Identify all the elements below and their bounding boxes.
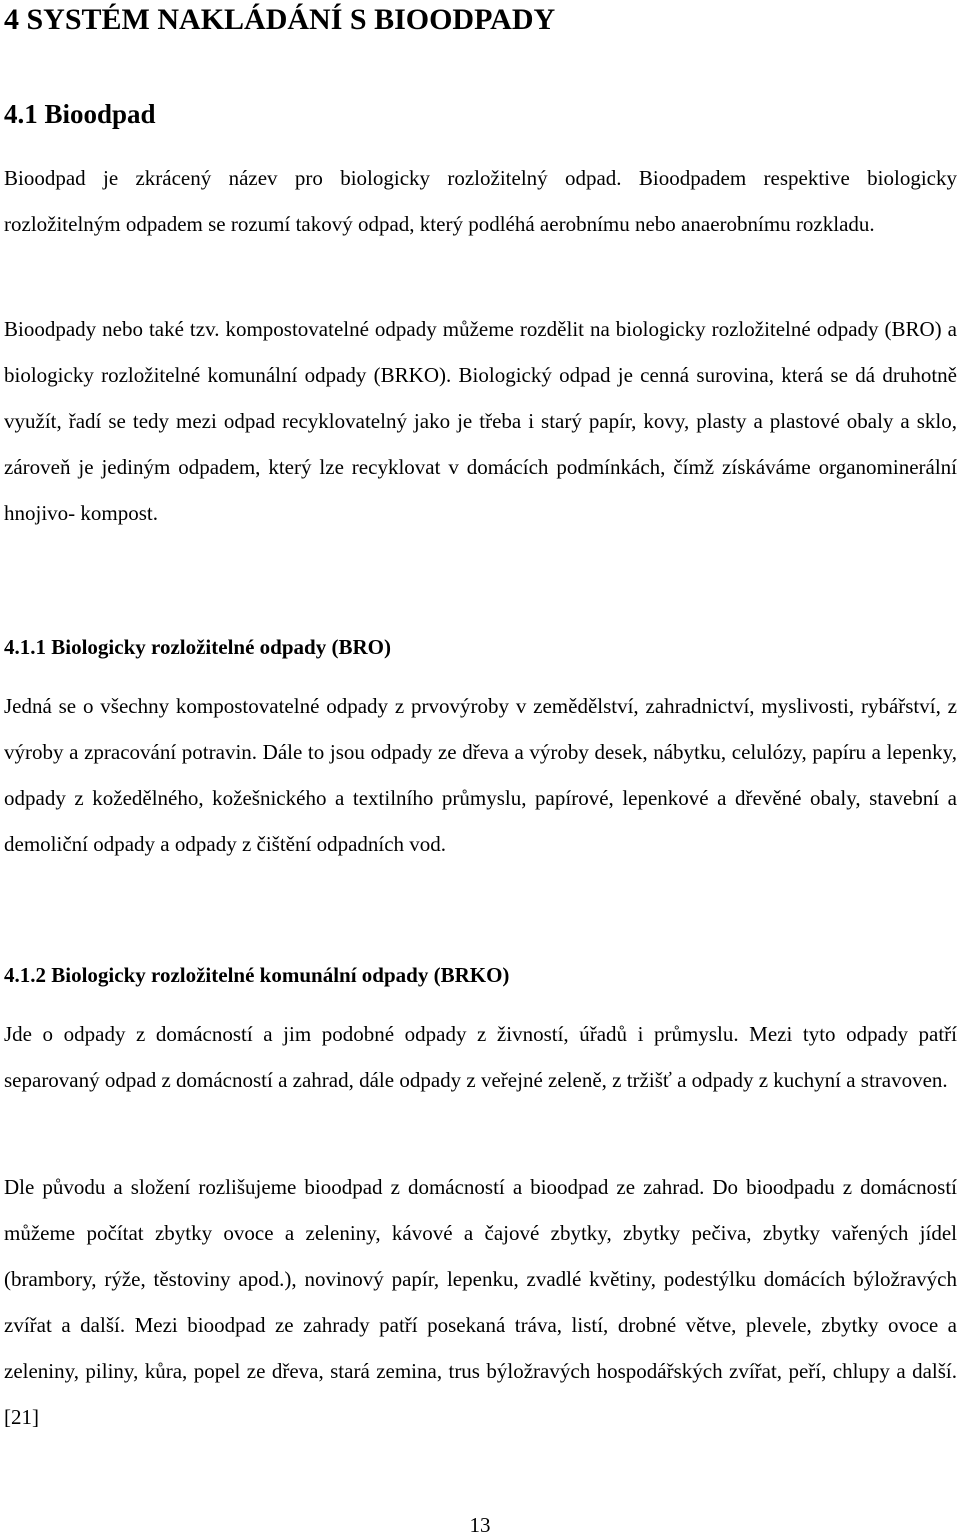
paragraph-classification: Bioodpady nebo také tzv. kompostovatelné odpady můžeme rozdělit na biologicky rozložitelné odpady (BRO) a biologicky rozložitelné komunální odpady (BRKO). Biologický odpad je cenná surovina, která se dá druhotně využít, řadí se tedy mezi odpad recyklovatelný jako je třeba i starý papír, kovy, plasty a plastové obaly a sklo, zároveň je jediným odpadem, který lze recyklovat v domácích podmínkách, čímž získáváme organominerální hnojivo- kompost. xyxy=(4,317,957,525)
subsection-heading-brko: 4.1.2 Biologicky rozložitelné komunální odpady (BRKO) xyxy=(4,963,510,987)
paragraph-brko-definition: Jde o odpady z domácností a jim podobné odpady z živností, úřadů i průmyslu. Mezi tyto odpady patří separovaný odpad z domácností a zahrad, dále odpady z veřejné zeleně, z tržišť a odpady z kuchyní a stravoven. xyxy=(4,1022,957,1092)
subsection-heading-bro: 4.1.1 Biologicky rozložitelné odpady (BRO) xyxy=(4,635,391,659)
paragraph-brko-origin: Dle původu a složení rozlišujeme bioodpad z domácností a bioodpad ze zahrad. Do bioodpadu z domácností můžeme počítat zbytky ovoce a zeleniny, kávové a čajové zbytky, zbytky pečiva, zbytky vařených jídel (brambory, rýže, těstoviny apod.), novinový papír, lepenku, zvadlé květiny, podestýlku domácích býložravých zvířat a další. Mezi bioodpad ze zahrady patří posekaná tráva, listí, drobné větve, plevele, zbytky ovoce a zeleniny, piliny, kůra, popel ze dřeva, stará zemina, trus býložravých hospodářských zvířat, peří, chlupy a další. [21] xyxy=(4,1175,957,1429)
page-number: 13 xyxy=(469,1513,491,1537)
section-heading: 4.1 Bioodpad xyxy=(4,99,156,129)
paragraph-definition: Bioodpad je zkrácený název pro biologicky rozložitelný odpad. Bioodpadem respektive biologicky rozložitelným odpadem se rozumí takový odpad, který podléhá aerobnímu nebo anaerobnímu rozkladu. xyxy=(4,166,957,236)
paragraph-bro: Jedná se o všechny kompostovatelné odpady z prvovýroby v zemědělství, zahradnictví, myslivosti, rybářství, z výroby a zpracování potravin. Dále to jsou odpady ze dřeva a výroby desek, nábytku, celulózy, papíru a lepenky, odpady z kožedělného, kožešnického a textilního průmyslu, papírové, lepenkové a dřevěné obaly, stavební a demoliční odpady a odpady z čištění odpadních vod. xyxy=(4,694,957,856)
chapter-heading: 4 SYSTÉM NAKLÁDÁNÍ S BIOODPADY xyxy=(4,3,556,36)
